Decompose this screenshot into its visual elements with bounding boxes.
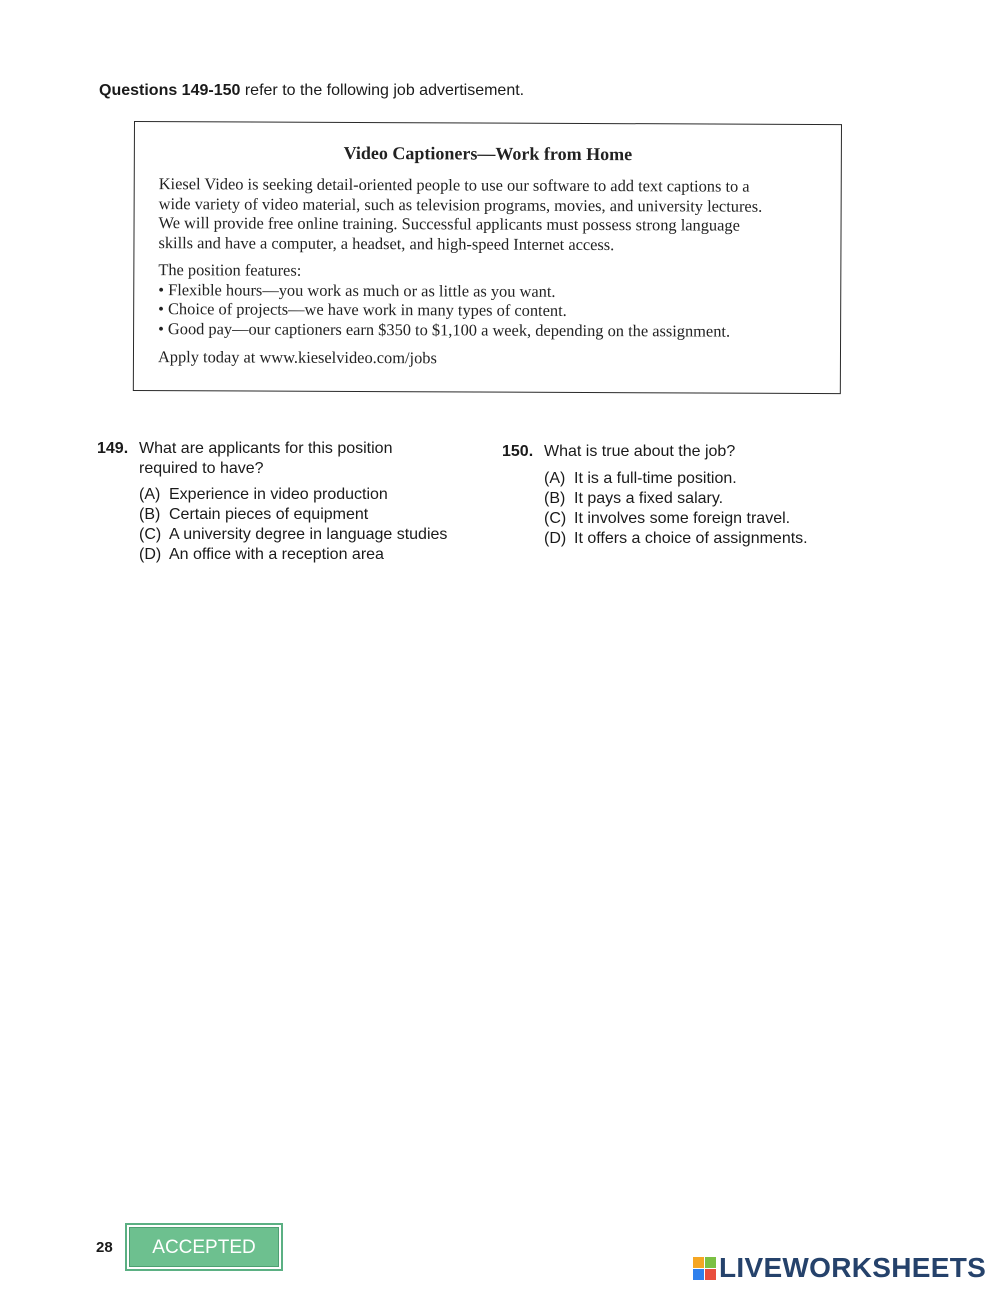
logo-square bbox=[705, 1269, 716, 1280]
option-letter: (B) bbox=[544, 490, 566, 507]
option-letter: (C) bbox=[544, 510, 567, 527]
accepted-button[interactable] bbox=[125, 1223, 283, 1271]
live-squares-icon bbox=[693, 1257, 716, 1280]
option-letter: (D) bbox=[139, 546, 162, 563]
ad-paragraph bbox=[158, 174, 828, 255]
option-letter: (B) bbox=[139, 506, 161, 523]
question-stem bbox=[544, 442, 735, 462]
job-advertisement bbox=[133, 121, 842, 394]
instructions-text: refer to the following job advertisement. bbox=[240, 82, 525, 99]
option-letter: (D) bbox=[544, 530, 567, 547]
option-text: It pays a fixed salary. bbox=[574, 490, 724, 507]
question-number: 150. bbox=[502, 443, 534, 460]
stem-line: What is true about the job? bbox=[544, 443, 736, 460]
feature-item: • Choice of projects—we have work in many types of content. bbox=[158, 299, 567, 320]
option-a[interactable] bbox=[139, 485, 447, 505]
option-d[interactable] bbox=[544, 529, 808, 549]
stem-line: required to have? bbox=[139, 460, 264, 477]
ad-line: skills and have a computer, a headset, and high-speed Internet access. bbox=[158, 232, 615, 254]
page-number: 28 bbox=[96, 1239, 113, 1256]
option-text: An office with a reception area bbox=[169, 546, 384, 563]
logo-square bbox=[693, 1257, 704, 1268]
option-letter: (A) bbox=[544, 470, 566, 487]
accepted-label: ACCEPTED bbox=[129, 1227, 279, 1267]
option-b[interactable] bbox=[544, 489, 808, 509]
option-a[interactable] bbox=[544, 469, 808, 489]
question-number: 149. bbox=[97, 440, 129, 457]
option-text: It is a full-time position. bbox=[574, 470, 737, 487]
option-text: It offers a choice of assignments. bbox=[574, 530, 808, 547]
features-heading: The position features: bbox=[158, 260, 302, 280]
apply-line: Apply today at www.kieselvideo.com/jobs bbox=[157, 347, 437, 368]
option-letter: (A) bbox=[139, 486, 161, 503]
option-b[interactable] bbox=[139, 505, 447, 525]
option-text: It involves some foreign travel. bbox=[574, 510, 791, 527]
feature-item: • Good pay—our captioners earn $350 to $1,100 a week, depending on the assignment. bbox=[158, 318, 731, 341]
liveworksheets-logo bbox=[693, 1252, 986, 1284]
stem-line: What are applicants for this position bbox=[139, 440, 393, 457]
ad-title: Video Captioners—Work from Home bbox=[343, 142, 633, 165]
option-c[interactable] bbox=[544, 509, 808, 529]
feature-item: • Flexible hours—you work as much or as little as you want. bbox=[158, 279, 556, 301]
answer-options bbox=[544, 469, 808, 549]
question-range: Questions 149-150 bbox=[99, 82, 241, 99]
option-text: Experience in video production bbox=[169, 486, 388, 503]
option-text: A university degree in language studies bbox=[169, 526, 448, 543]
ad-body bbox=[158, 174, 829, 369]
ad-line: Kiesel Video is seeking detail-oriented people to use our software to add text captions to a bbox=[158, 174, 750, 196]
instructions bbox=[99, 82, 524, 100]
logo-square bbox=[705, 1257, 716, 1268]
ad-line: wide variety of video material, such as television programs, movies, and university lectures. bbox=[158, 193, 763, 216]
answer-options bbox=[139, 485, 447, 565]
ad-line: We will provide free online training. Successful applicants must possess strong language bbox=[158, 213, 740, 235]
logo-square bbox=[693, 1269, 704, 1280]
option-text: Certain pieces of equipment bbox=[169, 506, 369, 523]
option-d[interactable] bbox=[139, 545, 447, 565]
option-letter: (C) bbox=[139, 526, 162, 543]
brand-text: LIVEWORKSHEETS bbox=[719, 1252, 987, 1283]
question-stem bbox=[139, 439, 392, 479]
option-c[interactable] bbox=[139, 525, 447, 545]
features-list bbox=[158, 280, 828, 341]
